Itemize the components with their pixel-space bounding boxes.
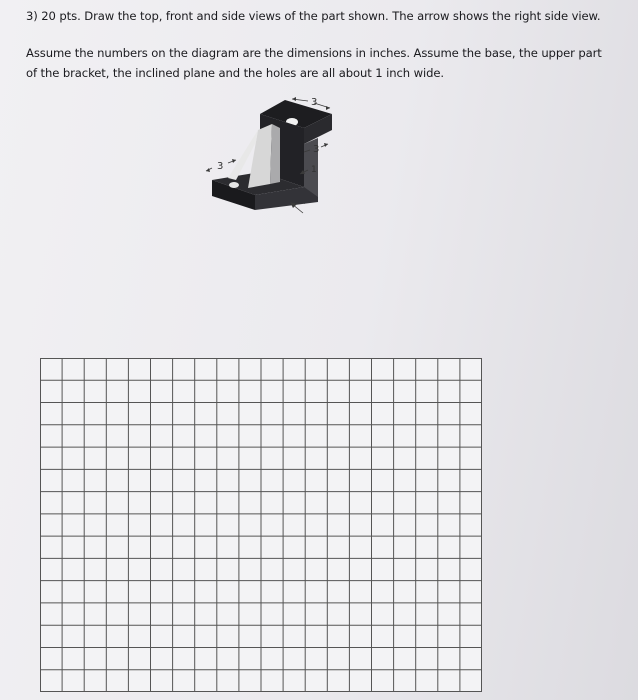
- bracket-isometric-figure: [200, 92, 350, 227]
- question-prompt: 3) 20 pts. Draw the top, front and side views of the part shown. The arrow shows the right side view.: [26, 9, 601, 23]
- dim-top-label: 3: [311, 97, 318, 108]
- answer-grid[interactable]: [40, 358, 482, 692]
- base-hole: [229, 182, 239, 188]
- dim-left-label: 3: [217, 161, 224, 172]
- dim-right-label: 3: [313, 144, 320, 155]
- dim-right-small-label: 1: [311, 165, 317, 175]
- question-assumptions: Assume the numbers on the diagram are the dimensions in inches. Assume the base, the upper part of the bracket, the inclined plane and the holes are all about 1 inch wide.: [26, 46, 602, 80]
